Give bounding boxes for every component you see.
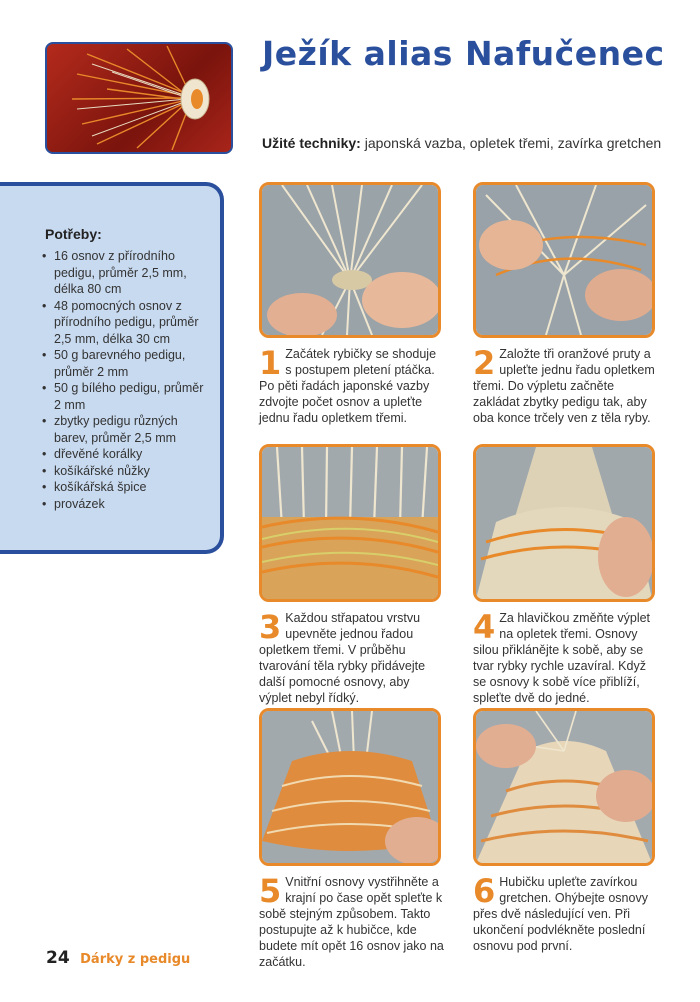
hero-photo [45, 42, 233, 154]
step-2-photo [473, 182, 655, 338]
step-6-photo [473, 708, 655, 866]
step-4-caption [473, 610, 659, 706]
title-word-1: Ježík [262, 34, 352, 73]
needs-box [0, 182, 224, 554]
needs-item: • provázek [42, 496, 212, 513]
step-text: Vnitřní osnovy vystřihněte a krajní po čase opět spleťte k sobě stejným způsobem. Takto postupujte až k hubičce, kde budete mít opět 16 osnov jako na začátku. [259, 875, 444, 969]
step-1-photo [259, 182, 441, 338]
title-word-2: alias [363, 34, 453, 73]
step-3-caption [259, 610, 445, 706]
needs-item: • 48 pomocných osnov z přírodního pedigu, průměr 2,5 mm, délka 30 cm [42, 298, 212, 348]
page-title [262, 34, 665, 73]
step-3-photo [259, 444, 441, 602]
step-number: 1 [259, 344, 282, 382]
needs-list [42, 248, 212, 512]
needs-item: • 16 osnov z přírodního pedigu, průměr 2,5 mm, délka 80 cm [42, 248, 212, 298]
step-text: Každou střapatou vrstvu upevněte jednou řadou opletkem třemi. V průběhu tvarování těla rybky přidávejte další pomocné osnovy, aby výplet nebyl řídký. [259, 611, 426, 705]
step-text: Začátek rybičky se shoduje s postupem pletení ptáčka. Po pěti řadách japonské vazby zdvojte počet osnov a upleťte jednu řadu opletkem třemi. [259, 347, 437, 425]
step-text: Založte tři oranžové pruty a upleťte jednu řadu opletkem třemi. Do výpletu začněte zakládat zbytky pedigu tak, aby oba konce trčely ven z těla ryby. [473, 347, 655, 425]
step-number: 5 [259, 872, 282, 910]
title-word-3: Nafučenec [464, 34, 665, 73]
needs-item: • 50 g barevného pedigu, průměr 2 mm [42, 347, 212, 380]
step-5-photo [259, 708, 441, 866]
step-number: 3 [259, 608, 282, 646]
needs-item: • dřevěné korálky [42, 446, 212, 463]
techniques-line [262, 135, 661, 151]
step-text: Hubičku upleťte zavírkou gretchen. Ohýbejte osnovy přes dvě následující ven. Při ukončení podvlékněte poslední osnovu pod první. [473, 875, 648, 953]
techniques-value: japonská vazba, opletek třemi, zavírka gretchen [364, 135, 662, 151]
step-6-caption [473, 874, 659, 954]
step-number: 4 [473, 608, 496, 646]
techniques-label: Užité techniky: [262, 135, 361, 151]
step-5-caption [259, 874, 445, 970]
needs-item: • košíkářská špice [42, 479, 212, 496]
step-number: 6 [473, 872, 496, 910]
page-number: 24 [46, 948, 70, 968]
step-4-photo [473, 444, 655, 602]
book-title: Dárky z pedigu [80, 952, 191, 967]
step-text: Za hlavičkou změňte výplet na opletek třemi. Osnovy silou přiklánějte k sobě, aby se tvar rybky rychle uzavíral. Když se osnovy k sobě více přiblíží, spleťte dvě do jedné. [473, 611, 651, 705]
needs-item: • 50 g bílého pedigu, průměr 2 mm [42, 380, 212, 413]
step-2-caption [473, 346, 659, 426]
needs-title: Potřeby: [45, 226, 102, 242]
needs-item: • zbytky pedigu různých barev, průměr 2,5 mm [42, 413, 212, 446]
step-number: 2 [473, 344, 496, 382]
step-1-caption [259, 346, 445, 426]
page-footer [46, 948, 190, 968]
needs-item: • košíkářské nůžky [42, 463, 212, 480]
